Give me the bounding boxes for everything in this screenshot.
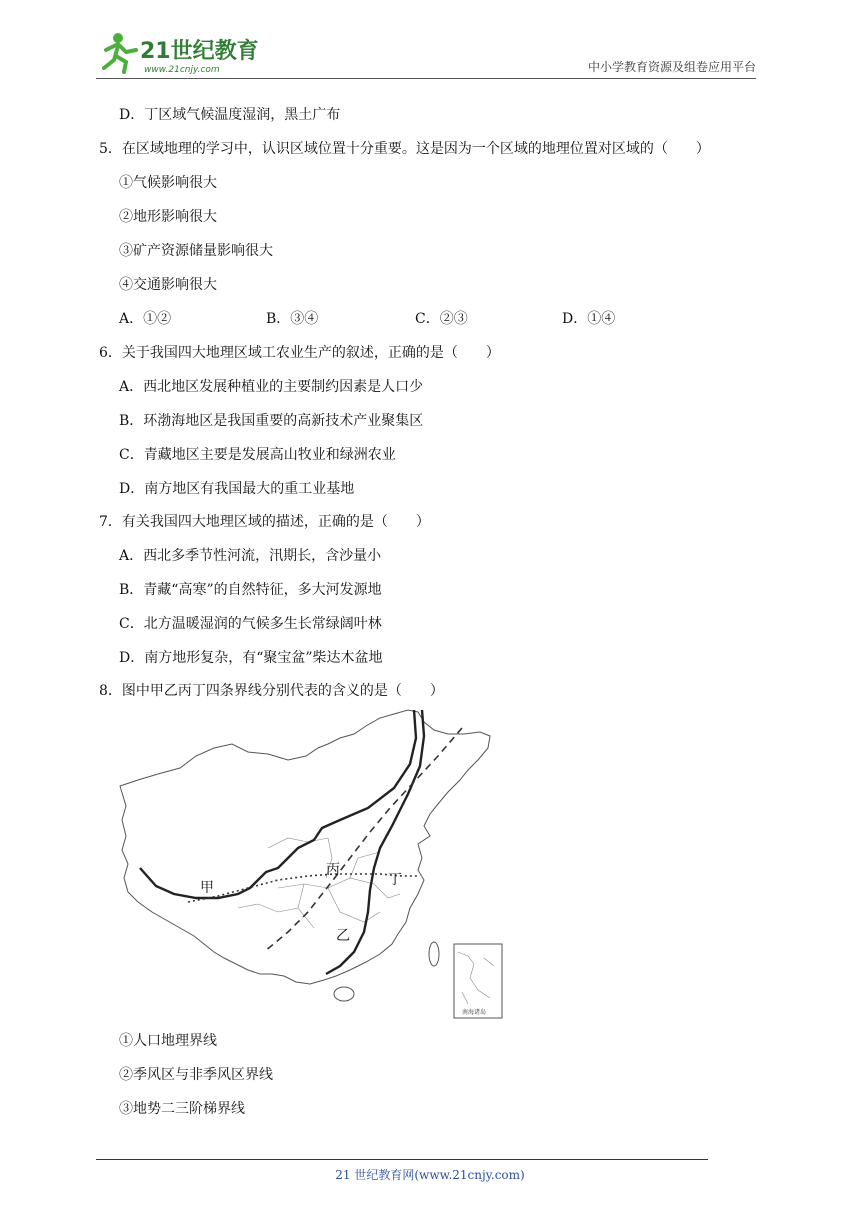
province-borders (238, 838, 400, 928)
q7-stem: 7．有关我国四大地理区域的描述，正确的是（ ） (99, 514, 430, 530)
china-boundary-map (118, 708, 508, 1020)
q5-item-4: ④交通影响很大 (119, 277, 217, 293)
q5-item-2: ②地形影响很大 (119, 209, 217, 225)
q6-option-a: A．西北地区发展种植业的主要制约因素是人口少 (119, 379, 424, 395)
hainan-island (334, 987, 354, 1001)
inset-caption: 南海诸岛 (462, 1009, 487, 1016)
q5-item-1: ①气候影响很大 (119, 175, 217, 191)
q7-option-c: C．北方温暖湿润的气候多生长常绿阔叶林 (119, 616, 382, 632)
header-divider (96, 78, 756, 79)
q7-option-a: A．西北多季节性河流，汛期长，含沙量小 (119, 548, 382, 564)
boundary-bing (264, 728, 462, 952)
q5-option-c: C．②③ (415, 311, 468, 327)
q8-item-1: ①人口地理界线 (119, 1033, 217, 1049)
q7-option-b: B．青藏“高寒”的自然特征，多大河发源地 (119, 582, 382, 598)
q6-stem: 6．关于我国四大地理区域工农业生产的叙述，正确的是（ ） (99, 345, 500, 361)
q8-item-2: ②季风区与非季风区界线 (119, 1067, 273, 1083)
q6-option-d: D．南方地区有我国最大的重工业基地 (119, 481, 355, 497)
label-yi: 乙 (336, 928, 350, 944)
q5-stem: 5．在区域地理的学习中，认识区域位置十分重要。这是因为一个区域的地理位置对区域的（ ） (99, 141, 710, 157)
site-logo (96, 28, 266, 78)
q5-option-a: A．①② (119, 311, 172, 327)
q6-option-b: B．环渤海地区是我国重要的高新技术产业聚集区 (119, 413, 424, 429)
south-sea-inset (454, 944, 502, 1018)
q8-stem: 8．图中甲乙丙丁四条界线分别代表的含义的是（ ） (99, 683, 444, 699)
q5-option-b: B．③④ (266, 311, 319, 327)
q4-option-d: D．丁区域气候温度湿润，黑土广布 (119, 107, 341, 123)
china-outline (120, 710, 490, 984)
logo-text: 21世纪教育 (140, 39, 259, 64)
q7-option-d: D．南方地形复杂，有“聚宝盆”柴达木盆地 (119, 650, 383, 666)
label-jia: 甲 (200, 880, 214, 896)
logo-url: www.21cnjy.com (144, 65, 220, 75)
footer-site-link[interactable]: 21 世纪教育网(www.21cnjy.com) (335, 1168, 525, 1182)
footer-divider (96, 1159, 708, 1160)
q5-option-d: D．①④ (562, 311, 616, 327)
label-ding: 丁 (388, 872, 402, 888)
q8-item-3: ③地势二三阶梯界线 (119, 1101, 245, 1117)
taiwan-island (429, 942, 439, 966)
header-platform-text: 中小学教育资源及组卷应用平台 (587, 60, 756, 74)
runner-icon (104, 33, 136, 72)
page-header (96, 28, 756, 80)
label-bing: 丙 (326, 862, 340, 878)
q6-option-c: C．青藏地区主要是发展高山牧业和绿洲农业 (119, 447, 396, 463)
q5-item-3: ③矿产资源储量影响很大 (119, 243, 273, 259)
